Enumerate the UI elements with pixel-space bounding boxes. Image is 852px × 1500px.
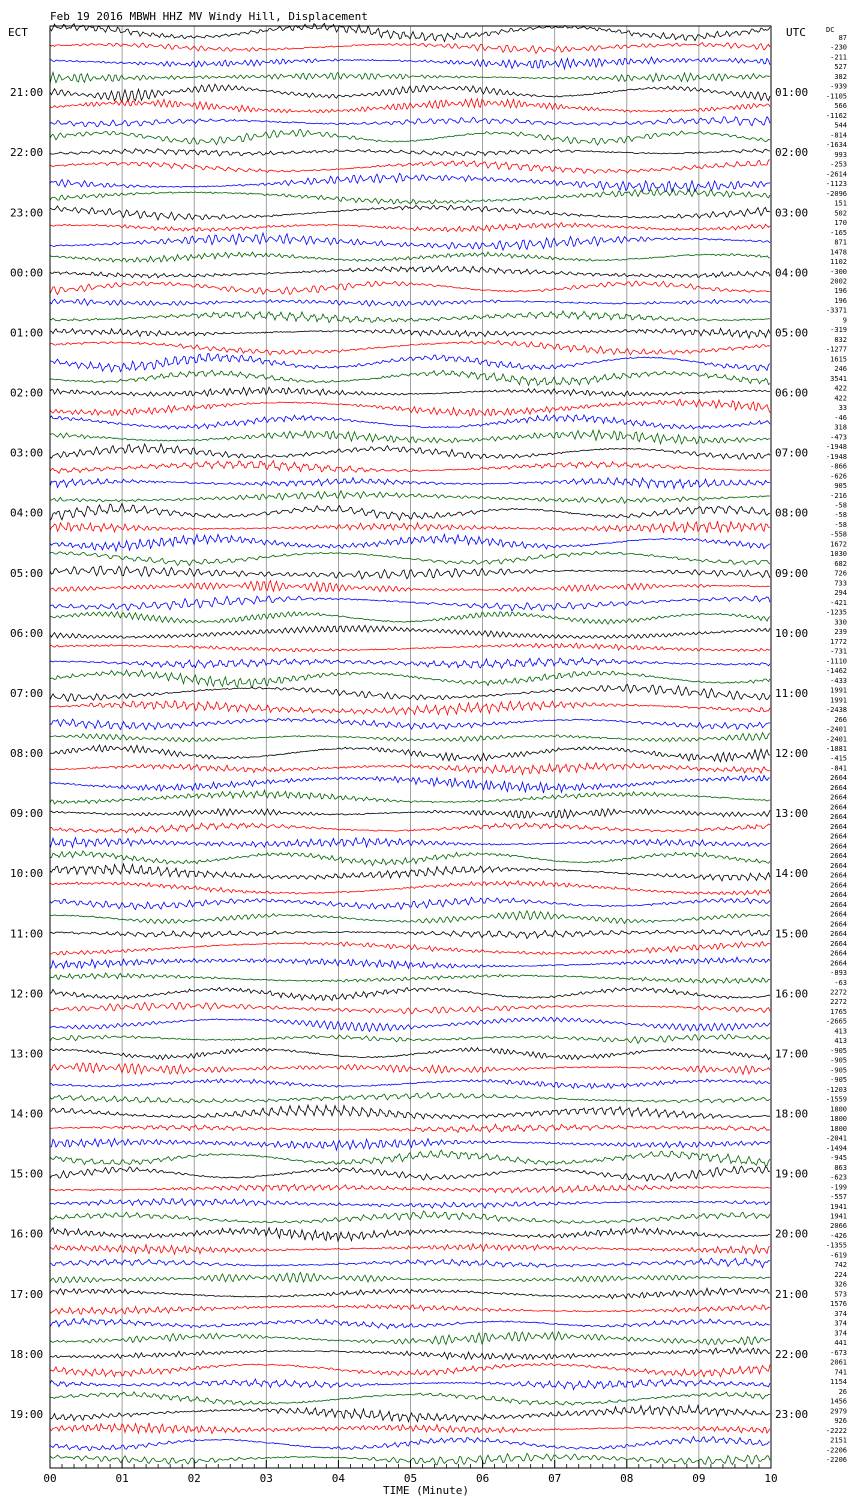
dc-offset-value: 87 [838,34,847,42]
x-tick-label: 01 [115,1472,129,1485]
dc-offset-value: 2061 [830,1358,847,1367]
x-axis-label: TIME (Minute) [382,1484,470,1497]
dc-offset-value: 1772 [830,637,847,646]
dc-offset-value: 413 [834,1027,847,1036]
right-hour-label: 19:00 [775,1167,809,1181]
dc-offset-value: -1203 [825,1085,847,1094]
x-tick-label: 04 [331,1472,346,1485]
right-hour-label: 02:00 [775,146,809,160]
dc-offset-value: -945 [830,1154,847,1163]
dc-offset-value: 294 [834,589,847,598]
dc-offset-value: -230 [830,43,847,52]
dc-offset-value: 2664 [830,842,847,851]
dc-label: DC [826,26,835,34]
dc-offset-value: -2206 [825,1456,847,1464]
dc-offset-value: -426 [830,1231,847,1240]
dc-offset-value: -841 [830,764,847,773]
dc-offset-value: 2664 [830,871,847,880]
right-hour-label: 14:00 [775,867,809,881]
dc-offset-value: -199 [830,1183,847,1192]
dc-offset-value: 993 [834,150,847,159]
dc-offset-value: 832 [834,335,847,344]
left-hour-label: 16:00 [10,1227,44,1241]
left-hour-label: 03:00 [10,446,44,460]
x-tick-label: 00 [43,1472,57,1485]
dc-offset-value: 2979 [830,1407,847,1416]
right-hour-label: 06:00 [775,386,809,400]
dc-offset-value: -2665 [825,1017,847,1026]
left-hour-label: 13:00 [10,1047,44,1061]
dc-offset-value: 2664 [830,861,847,870]
dc-offset-value: -939 [830,82,847,91]
dc-offset-value: -814 [830,131,847,140]
left-hour-label: 00:00 [10,266,44,280]
left-hour-label: 06:00 [10,626,44,640]
dc-offset-value: -1948 [825,443,847,452]
dc-offset-value: -905 [830,1046,847,1055]
left-hour-label: 12:00 [10,987,44,1001]
dc-offset-value: 2664 [830,822,847,831]
left-hour-label: 19:00 [10,1407,44,1421]
dc-offset-value: 1991 [830,686,847,695]
left-hour-label: 18:00 [10,1347,44,1361]
dc-offset-value: -1462 [825,667,847,676]
right-hour-label: 10:00 [775,626,809,640]
dc-offset-value: 1800 [830,1115,847,1124]
left-hour-label: 05:00 [10,566,44,580]
left-axis-label-ect: ECT [8,26,28,39]
x-tick-label: 05 [403,1472,418,1485]
dc-offset-value: -1235 [825,608,847,617]
dc-offset-value: -433 [830,676,847,685]
dc-offset-value: 2664 [830,793,847,802]
dc-offset-value: -2041 [825,1134,847,1143]
dc-offset-value: 2664 [830,832,847,841]
x-tick-label: 07 [548,1472,562,1485]
left-hour-label: 11:00 [10,927,44,941]
dc-offset-value: 2664 [830,900,847,909]
dc-offset-value: 1941 [830,1202,847,1211]
dc-offset-value: -211 [830,53,847,62]
dc-offset-value: 2664 [830,930,847,939]
dc-offset-value: -866 [830,462,847,471]
right-hour-label: 08:00 [775,506,809,520]
right-hour-label: 20:00 [775,1227,809,1241]
dc-offset-value: 2272 [830,998,847,1007]
dc-offset-value: -3371 [825,306,847,315]
left-hour-label: 21:00 [10,86,44,100]
dc-offset-value: -731 [830,647,847,656]
left-hour-label: 02:00 [10,386,44,400]
left-hour-label: 07:00 [10,686,44,700]
left-hour-label: 04:00 [10,506,44,520]
dc-offset-value: -626 [830,472,847,481]
right-hour-label: 22:00 [775,1347,809,1361]
dc-offset-value: 2151 [830,1436,847,1445]
dc-offset-value: 170 [834,219,847,228]
dc-offset-value: -905 [830,1076,847,1085]
dc-offset-value: 2664 [830,910,847,919]
dc-offset-value: 573 [834,1290,847,1299]
dc-offset-value: 9 [842,316,847,325]
dc-offset-value: 1102 [830,258,847,267]
dc-offset-value: 1765 [830,1007,847,1016]
right-hour-label: 18:00 [775,1107,809,1121]
dc-offset-value: 1478 [830,248,847,257]
dc-offset-value: -1277 [825,345,847,354]
dc-offset-value: -2222 [825,1426,847,1435]
dc-offset-value: 422 [834,394,847,403]
x-tick-label: 02 [187,1472,201,1485]
left-hour-label: 08:00 [10,747,44,760]
dc-offset-value: 2066 [830,1222,847,1231]
dc-offset-value: -558 [830,530,847,539]
dc-offset-value: 196 [834,287,847,296]
dc-offset-value: 1672 [830,540,847,549]
dc-offset-value: 374 [834,1309,847,1318]
dc-offset-value: 742 [834,1261,847,1270]
dc-offset-value: 2272 [830,988,847,997]
dc-offset-value: -905 [830,1066,847,1075]
right-hour-label: 01:00 [775,86,809,100]
left-hour-label: 01:00 [10,326,44,340]
dc-offset-value: 2002 [830,277,847,286]
dc-offset-value: 527 [834,63,847,72]
dc-offset-value: 1800 [830,1124,847,1133]
dc-offset-value: -2438 [825,706,847,715]
dc-offset-value: 2664 [830,959,847,968]
x-tick-label: 10 [764,1472,778,1485]
dc-offset-value: -63 [834,978,847,987]
dc-offset-value: -300 [830,267,847,276]
x-tick-label: 09 [692,1472,706,1485]
dc-offset-value: 422 [834,384,847,393]
left-hour-label: 15:00 [10,1167,44,1181]
dc-offset-value: 1991 [830,696,847,705]
dc-offset-value: 1800 [830,1105,847,1114]
dc-offset-value: -2206 [825,1446,847,1455]
dc-offset-value: -1162 [825,111,847,120]
dc-offset-value: -1948 [825,452,847,461]
dc-offset-value: -2401 [825,735,847,744]
dc-offset-value: 33 [838,404,847,413]
x-tick-label: 08 [620,1472,634,1485]
right-hour-label: 07:00 [775,446,809,460]
left-hour-label: 17:00 [10,1287,44,1301]
dc-offset-value: -421 [830,598,847,607]
dc-offset-value: 326 [834,1280,847,1289]
dc-offset-value: 863 [834,1163,847,1172]
dc-offset-value: 1576 [830,1300,847,1309]
dc-offset-value: 1456 [830,1397,847,1406]
left-hour-label: 14:00 [10,1107,44,1121]
left-hour-label: 09:00 [10,807,44,821]
dc-offset-value: -58 [834,501,847,510]
dc-offset-value: 266 [834,715,847,724]
dc-offset-value: -1559 [825,1095,847,1104]
dc-offset-value: 196 [834,296,847,305]
dc-offset-value: 544 [834,121,847,130]
dc-offset-value: -58 [834,511,847,520]
dc-offset-value: -905 [830,1056,847,1065]
dc-offset-value: -415 [830,754,847,763]
dc-offset-value: -165 [830,228,847,237]
dc-offset-value: -1105 [825,92,847,101]
dc-offset-value: 246 [834,365,847,374]
dc-offset-value: -1123 [825,180,847,189]
dc-offset-value: 1941 [830,1212,847,1221]
right-hour-label: 23:00 [775,1407,809,1421]
dc-offset-value: 2664 [830,803,847,812]
dc-offset-value: 2664 [830,783,847,792]
dc-offset-value: -253 [830,160,847,169]
dc-offset-value: -623 [830,1173,847,1182]
dc-offset-value: -1110 [825,657,847,666]
dc-offset-value: 733 [834,579,847,588]
dc-offset-value: -557 [830,1193,847,1202]
dc-offset-value: 239 [834,628,847,637]
chart-title: Feb 19 2016 MBWH HHZ MV Windy Hill, Displacement [50,10,368,23]
dc-offset-value: 926 [834,1417,847,1426]
dc-offset-value: 1615 [830,355,847,364]
dc-offset-value: 318 [834,423,847,432]
dc-offset-value: 2664 [830,920,847,929]
dc-offset-value: 726 [834,569,847,578]
dc-offset-value: -1634 [825,141,847,150]
x-tick-label: 06 [475,1472,490,1485]
right-hour-label: 05:00 [775,326,809,340]
dc-offset-value: -673 [830,1348,847,1357]
dc-offset-value: -2614 [825,170,847,179]
dc-offset-value: 741 [834,1368,847,1377]
dc-offset-value: 871 [834,238,847,247]
right-hour-label: 21:00 [775,1287,809,1301]
left-hour-label: 23:00 [10,206,44,220]
right-hour-label: 12:00 [775,747,809,760]
dc-offset-value: 2664 [830,949,847,958]
dc-offset-value: 224 [834,1270,847,1279]
dc-offset-value: -216 [830,491,847,500]
dc-offset-value: 2664 [830,852,847,861]
dc-offset-value: 374 [834,1319,847,1328]
dc-offset-value: 151 [834,199,847,208]
dc-offset-value: -1494 [825,1144,847,1153]
dc-offset-value: 441 [834,1339,847,1348]
dc-offset-value: 330 [834,618,847,627]
right-hour-label: 04:00 [775,266,809,280]
right-hour-label: 03:00 [775,206,809,220]
dc-offset-value: 2664 [830,813,847,822]
dc-offset-value: 905 [834,482,847,491]
dc-offset-value: 2664 [830,939,847,948]
right-axis-label-utc: UTC [786,26,806,39]
dc-offset-value: -319 [830,326,847,335]
right-hour-label: 11:00 [775,686,809,700]
dc-offset-value: 3541 [830,374,847,383]
dc-offset-value: -2401 [825,725,847,734]
dc-offset-value: -893 [830,969,847,978]
dc-offset-value: 2664 [830,891,847,900]
dc-offset-value: 682 [834,559,847,568]
right-hour-label: 16:00 [775,987,809,1001]
dc-offset-value: 374 [834,1329,847,1338]
left-hour-label: 10:00 [10,867,44,881]
dc-offset-value: -619 [830,1251,847,1260]
dc-offset-value: -2096 [825,189,847,198]
dc-offset-value: 26 [838,1387,847,1396]
dc-offset-value: 382 [834,72,847,81]
right-hour-label: 13:00 [775,807,809,821]
left-hour-label: 22:00 [10,146,44,160]
dc-offset-value: 502 [834,209,847,218]
dc-offset-value: 1030 [830,550,847,559]
dc-offset-value: 413 [834,1037,847,1046]
right-hour-label: 15:00 [775,927,809,941]
dc-offset-value: -58 [834,520,847,529]
dc-offset-value: 2664 [830,774,847,783]
dc-offset-value: -1355 [825,1241,847,1250]
dc-offset-value: 2664 [830,881,847,890]
dc-offset-value: 1154 [830,1378,847,1387]
dc-offset-value: -1881 [825,745,847,753]
right-hour-label: 09:00 [775,566,809,580]
x-tick-label: 03 [259,1472,273,1485]
dc-offset-value: -46 [834,413,847,422]
dc-offset-value: -473 [830,433,847,442]
right-hour-label: 17:00 [775,1047,809,1061]
dc-offset-value: 566 [834,102,847,111]
